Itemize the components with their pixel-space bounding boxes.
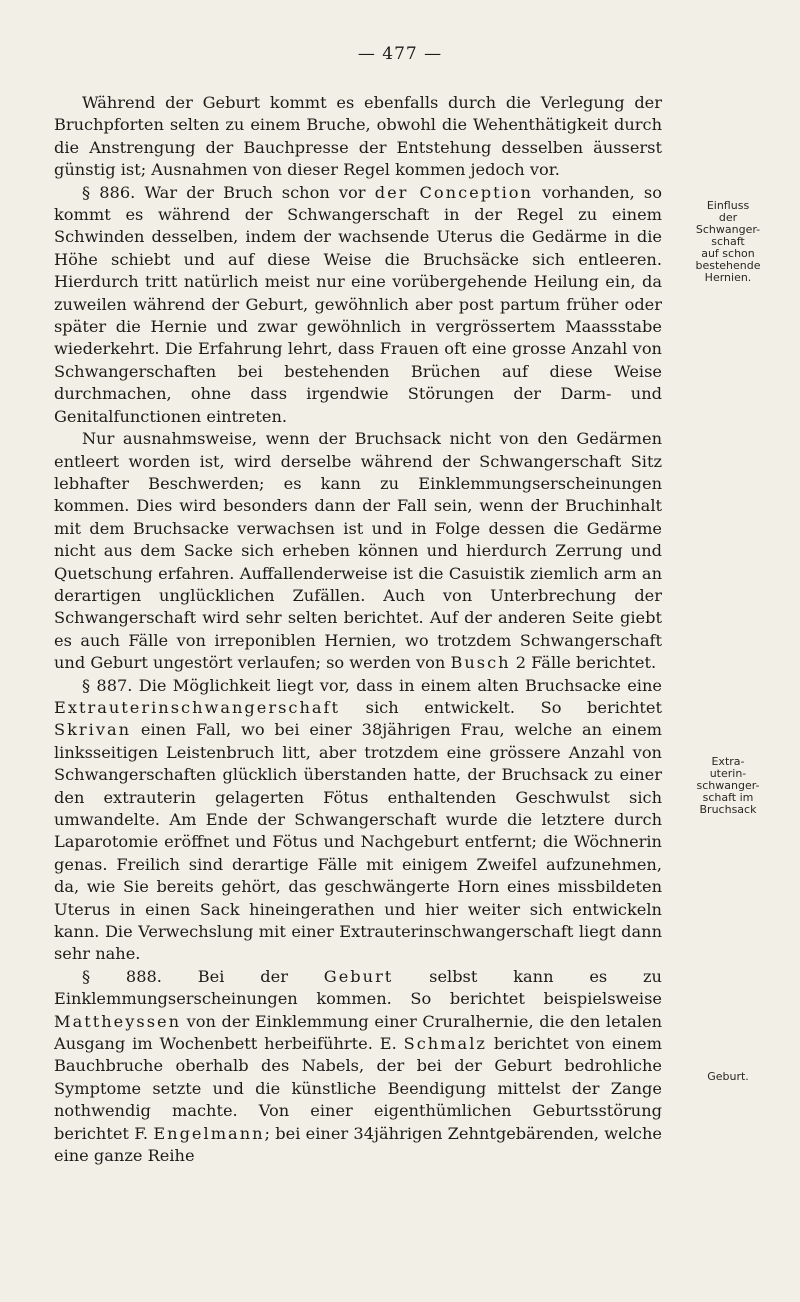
text-run: Nur ausnahmsweise, wenn der Bruchsack nicht von den Gedärmen entleert worden ist, wird derselbe während der Schwangerschaft Sitz lebhafter Beschwerden; es kann zu Einklemmungserscheinungen kommen. Dies wird besonders dann der Fall sein, wenn der Bruchinhalt mit dem Bruchsacke verwachsen ist und in Folge dessen die Gedärme nicht aus dem Sacke sich erheben können und hierdurch Zerrung und Quetschung erfahren. Auffallenderweise ist die Casuistik ziemlich arm an derartigen unglücklichen Zufällen. Auch von Unterbrechung der Schwangerschaft wird sehr selten berichtet. Auf der anderen Seite giebt es auch Fälle von irreponiblen Hernien, wo trotzdem Schwangerschaft und Geburt ungestört verlaufen; so werden von	[54, 429, 662, 673]
text-run: § 887. Die Möglichkeit liegt vor, dass in einem alten Bruchsacke eine	[82, 675, 662, 695]
emphasized-text: Extrauterinschwangerschaft	[54, 697, 341, 717]
paragraph-886	[54, 182, 662, 428]
author-name: Busch	[450, 653, 511, 673]
margin-note-line: Geburt.	[707, 1070, 749, 1083]
margin-note-line: schaft	[711, 235, 745, 248]
margin-note-line: Bruchsack	[699, 803, 757, 816]
text-run: ; bei einer 34jährigen Zehntgebärenden, welche eine ganze Reihe	[54, 1123, 662, 1166]
emphasized-text: der Conception	[374, 182, 533, 202]
text-run: 2 Fälle berichtet.	[510, 653, 657, 673]
margin-note-line: bestehende	[695, 259, 761, 272]
margin-note-line: Hernien.	[704, 271, 752, 284]
margin-note-line: schaft im	[702, 791, 754, 804]
body-text	[54, 92, 662, 1168]
text-run: § 888. Bei der	[82, 966, 324, 986]
author-name: Skrivan	[54, 720, 132, 740]
emphasized-text: Geburt	[323, 966, 394, 986]
text-run: berichtet von einem Bauchbruche oberhalb des Nabels, der bei der Geburt bedrohliche Symptome setzte und die künstliche Beendigung mittelst der Zange nothwendig machte. Von einer eigenthümlichen Geburtsstörung berichtet F.	[54, 1034, 662, 1143]
margin-note-line: uterin-	[709, 767, 747, 780]
margin-note-birth	[672, 1071, 784, 1083]
paragraph-1: Während der Geburt kommt es ebenfalls durch die Verlegung der Bruchpforten selten zu einem Bruche, obwohl die Wehenthätigkeit durch die Anstrengung der Bauchpresse der Entstehung desselben äusserst günstig ist; Ausnahmen von dieser Regel kommen jedoch vor.	[54, 93, 662, 180]
text-run: sich entwickelt. So berichtet	[340, 697, 662, 717]
page-number: — 477 —	[357, 44, 443, 64]
text-run: vorhanden, so kommt es während der Schwangerschaft in der Regel zu einem Schwinden desselben, indem der wachsende Uterus die Gedärme in die Höhe schiebt und auf diese Weise die Bruchsäcke sich entleeren. Hierdurch tritt natürlich meist nur eine vorübergehende Heilung ein, da zuweilen während der Geburt, gewöhnlich aber post partum früher oder später die Hernie und zwar gewöhnlich in vergrössertem Maassstabe wiederkehrt. Die Erfahrung lehrt, dass Frauen oft eine grosse Anzahl von Schwangerschaften bei bestehenden Brüchen auf diese Weise durchmachen, ohne dass irgendwie Störungen der Darm- und Genitalfunctionen eintreten.	[54, 182, 662, 426]
margin-note-line: Einfluss	[706, 199, 750, 212]
margin-note-influence	[672, 200, 784, 284]
margin-note-line: Schwanger-	[695, 223, 761, 236]
margin-note-line: Extra-	[711, 755, 745, 768]
text-run: einen Fall, wo bei einer 38jährigen Frau, welche an einem linksseitigen Leistenbruch litt, aber trotzdem eine grössere Anzahl von Schwangerschaften glücklich überstanden hatte, der Bruchsack zu einer den extrauterin gelagerten Fötus enthaltenden Geschwulst sich umwandelte. Am Ende der Schwangerschaft wurde die letztere durch Laparotomie eröffnet und Fötus und Nachgeburt entfernt; die Wöchnerin genas. Freilich sind derartige Fälle mit einigem Zweifel aufzunehmen, da, wie Sie bereits gehört, das geschwängerte Horn eines missbildeten Uterus in einen Sack hineingerathen und hier weiter sich entwickeln kann. Die Verwechslung mit einer Extrauterinschwangerschaft liegt dann sehr nahe.	[54, 720, 662, 964]
margin-note-line: auf schon	[701, 247, 755, 260]
paragraph-888	[54, 966, 662, 1168]
margin-note-line: schwanger-	[696, 779, 760, 792]
text-run: selbst kann es zu Einklemmungserscheinungen kommen. So berichtet beispielsweise	[54, 966, 662, 1009]
text-run: von der Einklemmung einer Cruralhernie, die den letalen Ausgang im Wochenbett herbeiführte. E.	[54, 1011, 662, 1054]
text-run: § 886. War der Bruch schon vor	[82, 182, 375, 202]
paragraph-886-continued	[54, 428, 662, 674]
margin-note-extrauterine	[672, 756, 784, 816]
paragraph-887	[54, 675, 662, 966]
author-name: Engelmann	[153, 1123, 265, 1143]
author-name: Mattheyssen	[54, 1011, 182, 1031]
margin-note-line: der	[718, 211, 738, 224]
author-name: Schmalz	[403, 1034, 487, 1054]
